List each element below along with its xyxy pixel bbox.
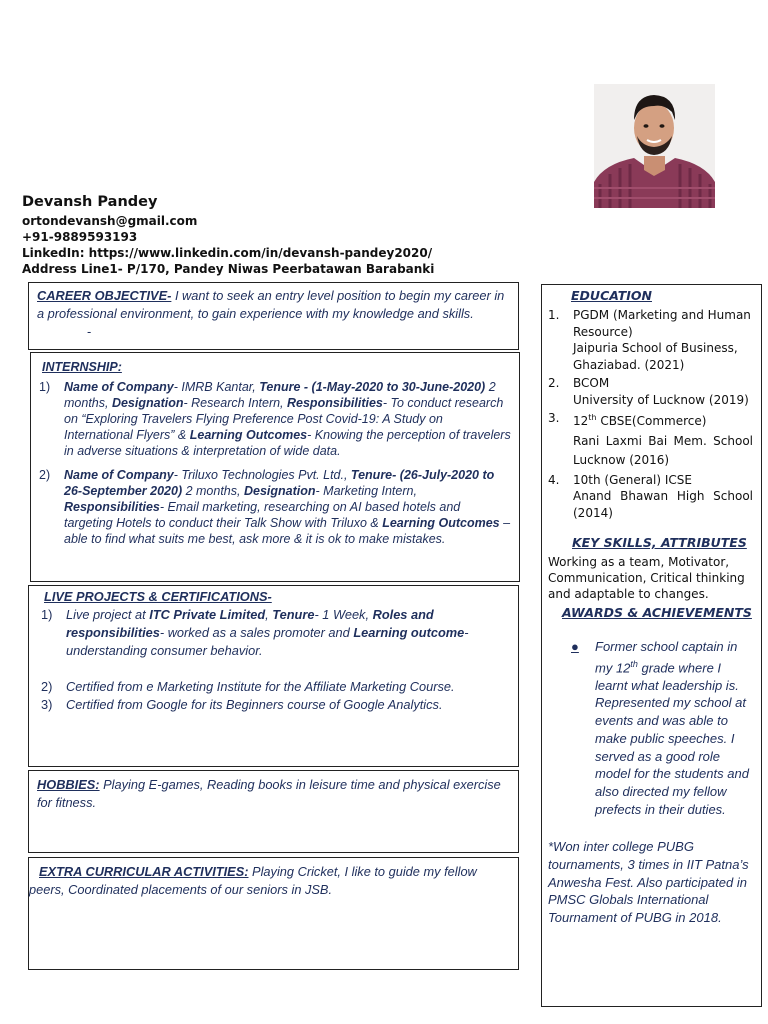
certification-item <box>41 696 510 714</box>
item-number: 1. <box>548 308 560 322</box>
item-number: 2) <box>41 679 53 694</box>
outcome-label: Learning Outcomes <box>382 516 500 530</box>
internship-section <box>30 352 520 582</box>
award-text: Former school captain in my 12 <box>595 639 738 676</box>
linkedin-link[interactable]: LinkedIn: https://www.linkedin.com/in/devansh-pandey2020/ <box>22 246 433 260</box>
degree: 10th (General) ICSE <box>573 472 692 487</box>
superscript: th <box>630 658 638 669</box>
roles-value: - worked as a sales promoter and <box>159 625 354 640</box>
career-objective-text: I want to seek an entry level position to begin my career in a professional environment, to gain experience with my knowledge and skills. <box>37 288 505 321</box>
skills-text: Working as a team, Motivator, Communication, Critical thinking and adaptable to changes. <box>548 555 745 601</box>
certification-text: Certified from e Marketing Institute for the Affiliate Marketing Course. <box>66 679 455 694</box>
degree-board: CBSE(Commerce) <box>596 414 707 428</box>
degree: BCOM <box>573 376 610 390</box>
outcome-label: Learning outcome <box>353 625 465 640</box>
awards-heading: AWARDS & ACHIEVEMENTS <box>562 605 752 620</box>
designation-value: - Marketing Intern, <box>315 484 417 498</box>
project-pre: Live project at <box>66 607 150 622</box>
designation-label: Designation <box>111 396 184 410</box>
company-label: Name of Company <box>64 380 174 394</box>
outcome-value: - Knowing the perception of travelers in adverse situations & interpretation of wide data. <box>64 428 511 458</box>
institution: University of Lucknow (2019) <box>573 392 749 407</box>
institution: Rani Laxmi Bai Mem. School Lucknow (2016) <box>573 433 753 467</box>
outcome-value: – able to find what suits me best, ask more & it is ok to make mistakes. <box>64 516 511 546</box>
responsibilities-label: Responsibilities <box>287 396 383 410</box>
responsibilities-value: - Email marketing, researching on AI based hotels and targeting Hotels to conduct their Talk Show with Triluxo & <box>64 500 461 530</box>
extra-curricular-text: Playing Cricket, I like to guide my fellow peers, Coordinated placements of our seniors in JSB. <box>29 864 477 897</box>
projects-section <box>28 585 519 767</box>
phone-number: +91-9889593193 <box>22 230 138 244</box>
extra-curricular-heading: EXTRA CURRICULAR ACTIVITIES: <box>39 864 249 879</box>
address-line: Address Line1- P/170, Pandey Niwas Peerbatawan Barabanki <box>22 262 435 276</box>
skills-heading: KEY SKILLS, ATTRIBUTES <box>572 535 747 550</box>
institution: Jaipuria School of Business, Ghaziabad. (2021) <box>573 341 738 372</box>
project-comma: , <box>265 607 273 622</box>
certification-item <box>41 678 510 696</box>
hobbies-heading: HOBBIES: <box>37 777 100 792</box>
extra-curricular-section <box>28 857 519 970</box>
item-number: 3) <box>41 697 53 712</box>
contact-block <box>22 193 582 277</box>
item-number: 2) <box>39 468 51 482</box>
education-item <box>548 307 753 373</box>
bullet-icon: ● <box>571 639 579 654</box>
education-item <box>548 472 753 522</box>
project-item <box>41 606 510 660</box>
degree: PGDM (Marketing and Human Resource) <box>573 308 751 339</box>
career-objective-trail: - <box>87 324 92 339</box>
internship-item <box>39 467 511 547</box>
right-column <box>541 284 762 1007</box>
education-item <box>548 410 753 470</box>
project-company: ITC Private Limited <box>149 607 266 622</box>
degree-grade: 12 <box>573 414 589 428</box>
education-heading: EDUCATION <box>571 288 652 303</box>
roles-label: Roles and responsibilities <box>66 607 434 640</box>
institution: Anand Bhawan High School (2014) <box>573 489 753 520</box>
outcome-label: Learning Outcomes <box>189 428 308 442</box>
duration-value: 2 months, <box>64 380 496 410</box>
designation-label: Designation <box>243 484 316 498</box>
item-number: 1) <box>39 380 51 394</box>
internship-heading: INTERNSHIP: <box>42 360 122 374</box>
company-value: - Triluxo Technologies Pvt. Ltd., <box>173 468 351 482</box>
superscript: th <box>588 413 597 422</box>
responsibilities-label: Responsibilities <box>64 500 160 514</box>
candidate-name: Devansh Pandey <box>22 194 158 210</box>
pubg-award: *Won inter college PUBG tournaments, 3 times in IIT Patna’s Anwesha Fest. Also participated in PMSC Globals International Tournament of PUBG in 2018. <box>548 839 749 926</box>
email-address[interactable]: ortondevansh@gmail.com <box>22 214 198 228</box>
designation-value: - Research Intern, <box>183 396 287 410</box>
tenure-label: Tenure <box>272 607 315 622</box>
career-objective-heading: CAREER OBJECTIVE- <box>37 288 172 303</box>
hobbies-text: Playing E-games, Reading books in leisure time and physical exercise for fitness. <box>37 777 501 810</box>
profile-photo <box>594 84 715 208</box>
tenure-value: - 1 Week, <box>314 607 373 622</box>
company-value: - IMRB Kantar, <box>173 380 260 394</box>
award-bullet <box>548 638 753 818</box>
degree <box>573 410 753 430</box>
responsibilities-value: - To conduct research on “Exploring Travelers Flying Preference Post Covid-19: A Study on International Flyers” & <box>64 396 504 442</box>
certification-text: Certified from Google for its Beginners course of Google Analytics. <box>66 697 443 712</box>
outcome-value: - understanding consumer behavior. <box>66 625 469 658</box>
internship-item <box>39 379 511 459</box>
tenure-value: - (1-May-2020 to 30-June-2020) <box>300 380 486 394</box>
item-number: 1) <box>41 607 53 622</box>
duration-value: 2 months, <box>182 484 244 498</box>
award-text-cont: grade where I learnt what leadership is. Represented my school at events and was able to make public speeches. I served as a good role model for the students and also directed my fellow prefects in their duties. <box>595 660 749 817</box>
item-number: 3. <box>548 411 560 425</box>
education-item <box>548 375 753 408</box>
tenure-value: - (26-July-2020 to 26-September 2020) <box>64 468 495 498</box>
projects-heading: LIVE PROJECTS & CERTIFICATIONS- <box>44 589 272 604</box>
tenure-label: Tenure <box>350 468 393 482</box>
hobbies-section <box>28 770 519 853</box>
item-number: 4. <box>548 472 560 487</box>
company-label: Name of Company <box>64 468 174 482</box>
career-objective-section <box>28 282 519 350</box>
item-number: 2. <box>548 376 560 390</box>
tenure-label: Tenure <box>259 380 301 394</box>
